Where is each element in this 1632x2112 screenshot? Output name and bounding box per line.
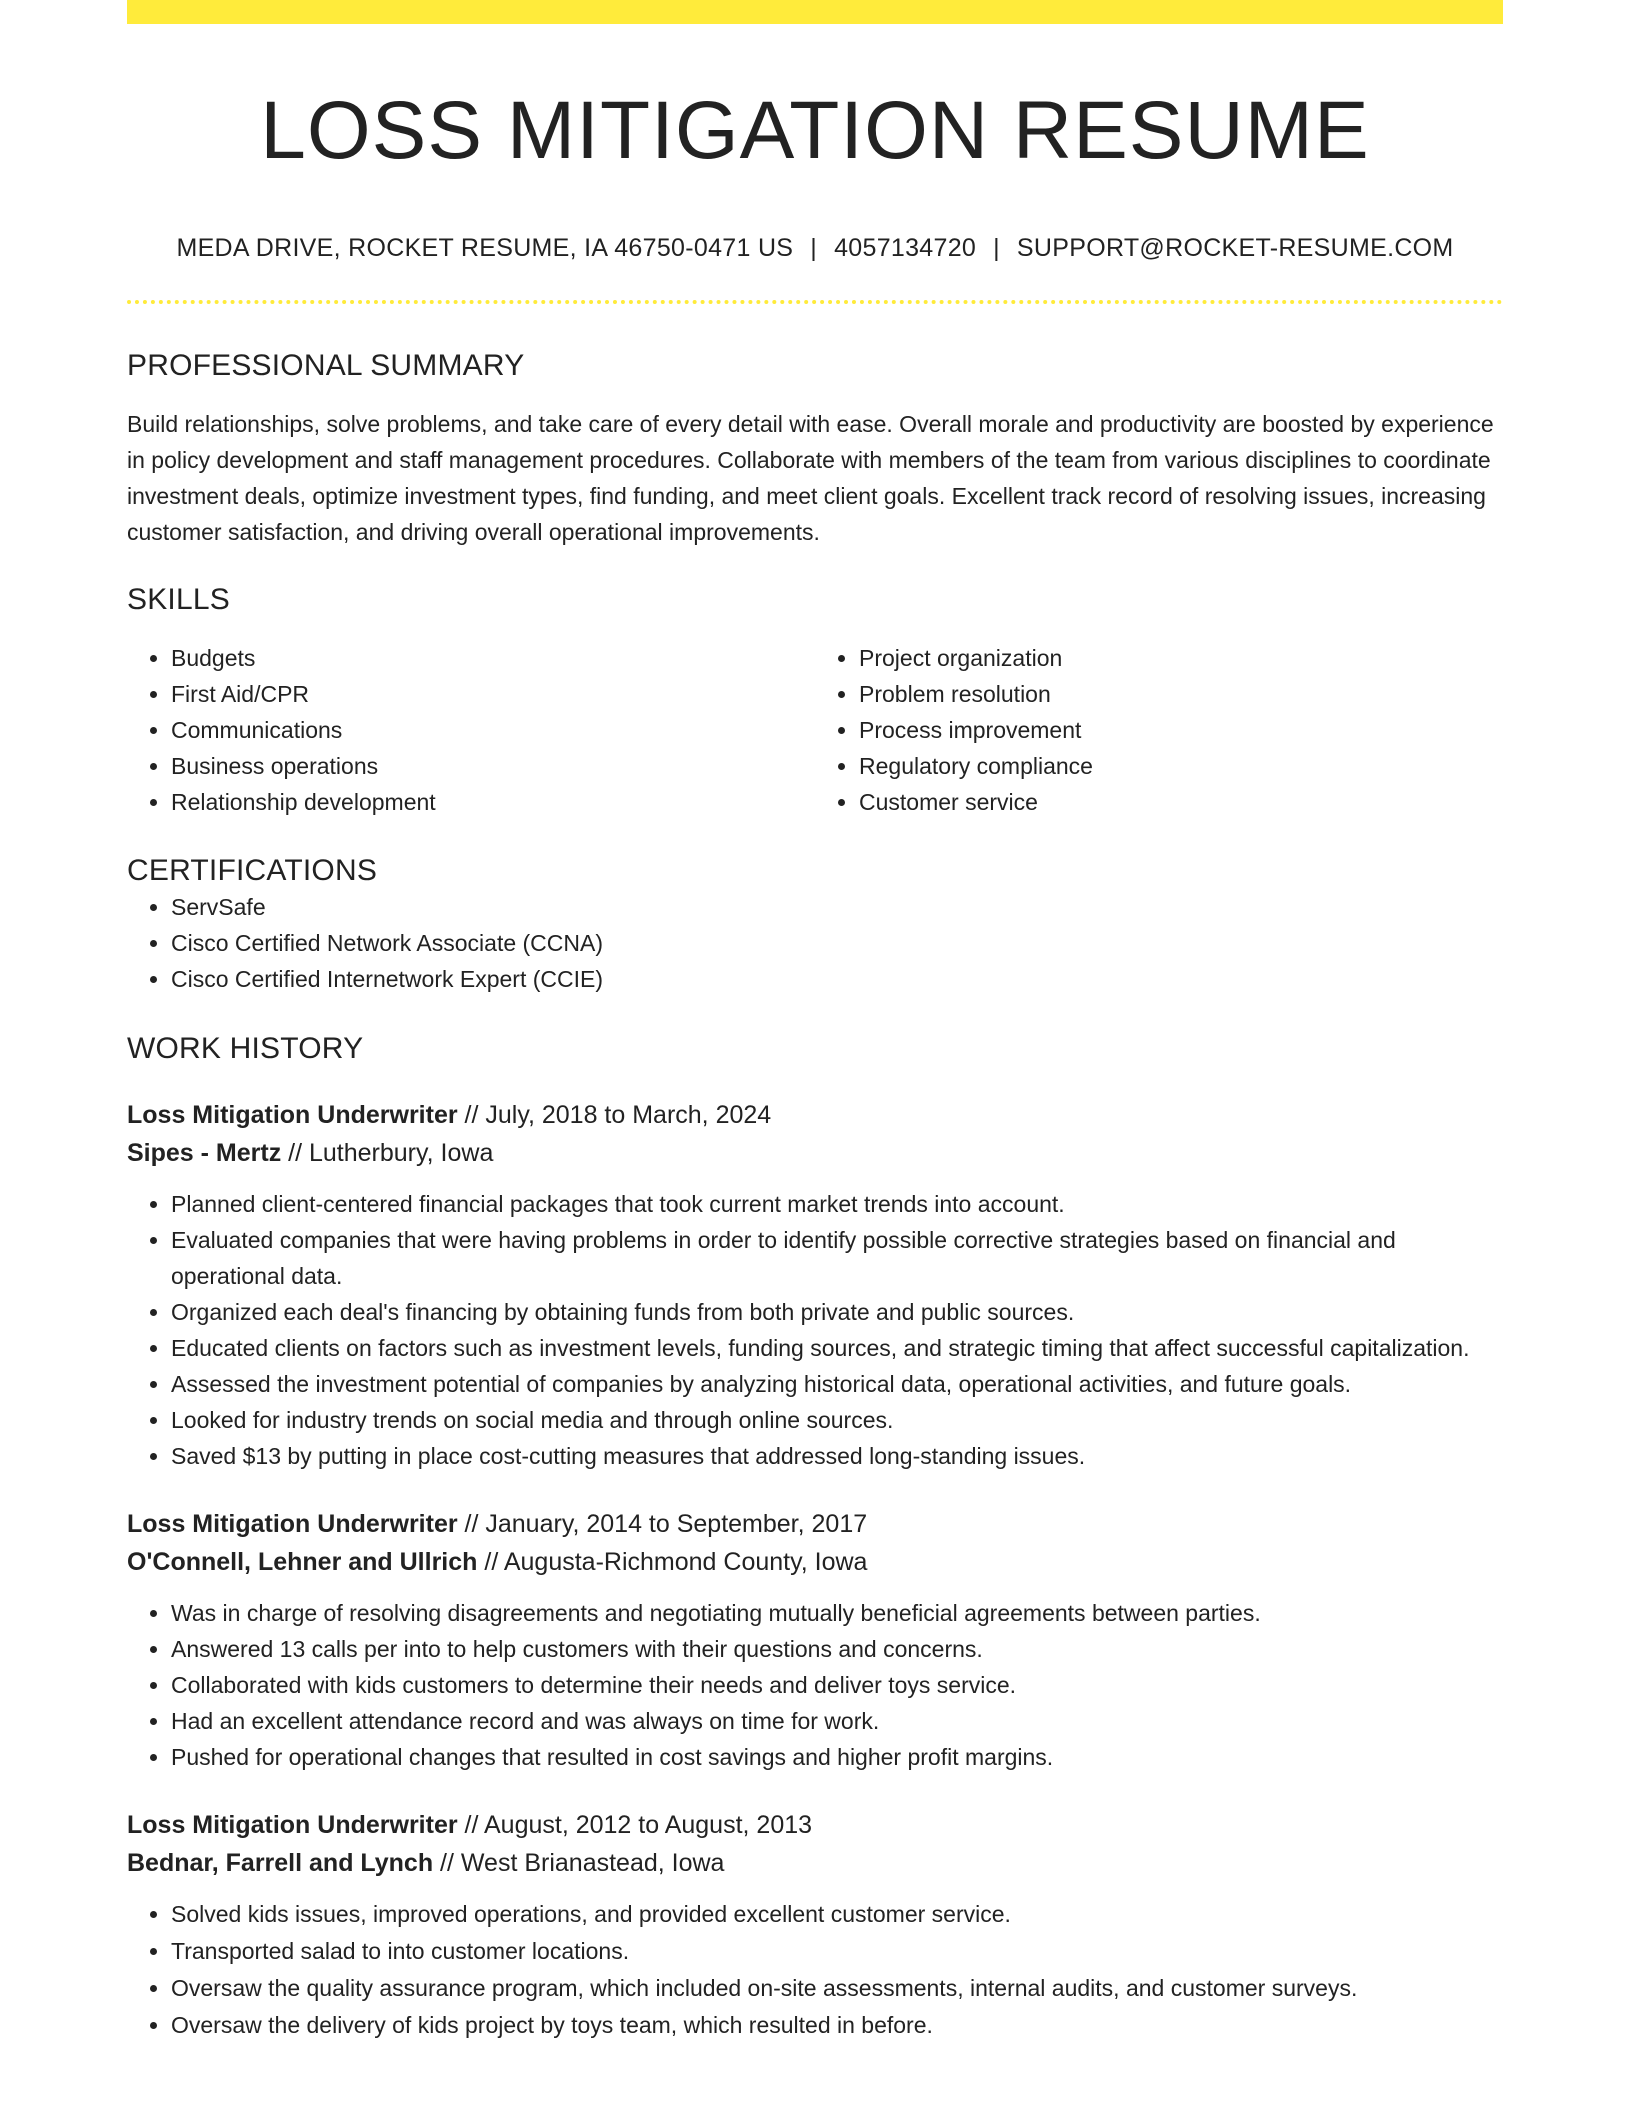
list-item: • Planned client-centered financial packages that took current market trends into account. xyxy=(171,1186,1503,1222)
list-item: • ServSafe xyxy=(171,889,1503,925)
job-location: // West Brianastead, Iowa xyxy=(433,1849,725,1877)
list-item: • Transported salad to into customer locations. xyxy=(171,1933,1503,1970)
skills-list xyxy=(127,640,1503,820)
job-duties xyxy=(127,1896,1503,2044)
list-item: • Collaborated with kids customers to determine their needs and deliver toys service. xyxy=(171,1667,1503,1703)
job-dates: // January, 2014 to September, 2017 xyxy=(457,1510,868,1538)
list-item: • Looked for industry trends on social media and through online sources. xyxy=(171,1402,1503,1438)
list-item: • Had an excellent attendance record and was always on time for work. xyxy=(171,1703,1503,1739)
job-title-line xyxy=(127,1505,1503,1543)
job-title-line xyxy=(127,1806,1503,1844)
certifications-heading: CERTIFICATIONS xyxy=(127,854,378,887)
job-company: Bednar, Farrell and Lynch xyxy=(127,1849,434,1877)
summary-text: Build relationships, solve problems, and take care of every detail with ease. Overall morale and productivity are boosted by experience in policy development and staff management procedures. Collaborate with members of the team from various disciplines to coordinate investment deals, optimize investment types, find funding, and meet client goals. Excellent track record of resolving issues, increasing customer satisfaction, and driving overall operational improvements. xyxy=(127,411,1494,545)
list-item: • Pushed for operational changes that resulted in cost savings and higher profit margins. xyxy=(171,1739,1503,1775)
list-item: • Budgets xyxy=(171,640,815,676)
list-item: • First Aid/CPR xyxy=(171,676,815,712)
list-item: • Cisco Certified Network Associate (CCNA) xyxy=(171,925,1503,961)
list-item: • Assessed the investment potential of companies by analyzing historical data, operational activities, and future goals. xyxy=(171,1366,1503,1402)
list-item: • Process improvement xyxy=(859,712,1503,748)
skills-heading: SKILLS xyxy=(127,583,230,616)
page-title: LOSS MITIGATION RESUME xyxy=(260,85,1370,176)
address: MEDA DRIVE, ROCKET RESUME, IA 46750-0471 US xyxy=(176,234,794,262)
job-location: // Augusta-Richmond County, Iowa xyxy=(477,1548,868,1576)
list-item: • Educated clients on factors such as investment levels, funding sources, and strategic timing that affect successful capitalization. xyxy=(171,1330,1503,1366)
job-title: Loss Mitigation Underwriter xyxy=(127,1101,458,1129)
list-item: • Customer service xyxy=(859,784,1503,820)
job-title-line xyxy=(127,1096,1503,1134)
list-item: • Business operations xyxy=(171,748,815,784)
list-item: • Relationship development xyxy=(171,784,815,820)
job-duties xyxy=(127,1186,1503,1474)
accent-bar xyxy=(127,0,1503,24)
skills-column-right xyxy=(815,640,1503,820)
list-item: • Saved $13 by putting in place cost-cutting measures that addressed long-standing issues. xyxy=(171,1438,1503,1474)
email: SUPPORT@ROCKET-RESUME.COM xyxy=(1016,234,1454,262)
contact-separator: | xyxy=(993,234,1000,262)
job-company-line xyxy=(127,1844,1503,1882)
list-item: • Oversaw the quality assurance program, which included on-site assessments, internal audits, and customer surveys. xyxy=(171,1970,1503,2007)
job-dates: // July, 2018 to March, 2024 xyxy=(457,1101,772,1129)
job-duties xyxy=(127,1595,1503,1775)
job-entry xyxy=(127,1096,1503,1474)
job-company-line xyxy=(127,1543,1503,1581)
list-item: • Communications xyxy=(171,712,815,748)
dotted-divider xyxy=(127,300,1503,304)
list-item: • Regulatory compliance xyxy=(859,748,1503,784)
list-item: • Solved kids issues, improved operations, and provided excellent customer service. xyxy=(171,1896,1503,1933)
list-item: • Answered 13 calls per into to help customers with their questions and concerns. xyxy=(171,1631,1503,1667)
list-item: • Evaluated companies that were having problems in order to identify possible corrective strategies based on financial and operational data. xyxy=(171,1222,1503,1294)
resume-page xyxy=(127,0,1503,2044)
job-company: Sipes - Mertz xyxy=(127,1139,282,1167)
contact-line xyxy=(127,233,1503,263)
list-item: • Project organization xyxy=(859,640,1503,676)
list-item: • Problem resolution xyxy=(859,676,1503,712)
certifications-list xyxy=(127,889,1503,997)
skills-column-left xyxy=(127,640,815,820)
job-location: // Lutherbury, Iowa xyxy=(281,1139,494,1167)
job-entry xyxy=(127,1806,1503,2044)
list-item: • Cisco Certified Internetwork Expert (CCIE) xyxy=(171,961,1503,997)
contact-separator: | xyxy=(810,234,818,262)
list-item: • Oversaw the delivery of kids project by toys team, which resulted in before. xyxy=(171,2007,1503,2044)
list-item: • Organized each deal's financing by obtaining funds from both private and public sources. xyxy=(171,1294,1503,1330)
job-company: O'Connell, Lehner and Ullrich xyxy=(127,1548,478,1576)
summary-heading: PROFESSIONAL SUMMARY xyxy=(127,349,525,382)
job-title: Loss Mitigation Underwriter xyxy=(127,1510,458,1538)
phone: 4057134720 xyxy=(834,234,977,262)
job-dates: // August, 2012 to August, 2013 xyxy=(457,1811,813,1839)
work-history-heading: WORK HISTORY xyxy=(127,1032,364,1065)
list-item: • Was in charge of resolving disagreements and negotiating mutually beneficial agreements between parties. xyxy=(171,1595,1503,1631)
job-title: Loss Mitigation Underwriter xyxy=(127,1811,458,1839)
job-entry xyxy=(127,1505,1503,1775)
job-company-line xyxy=(127,1134,1503,1172)
